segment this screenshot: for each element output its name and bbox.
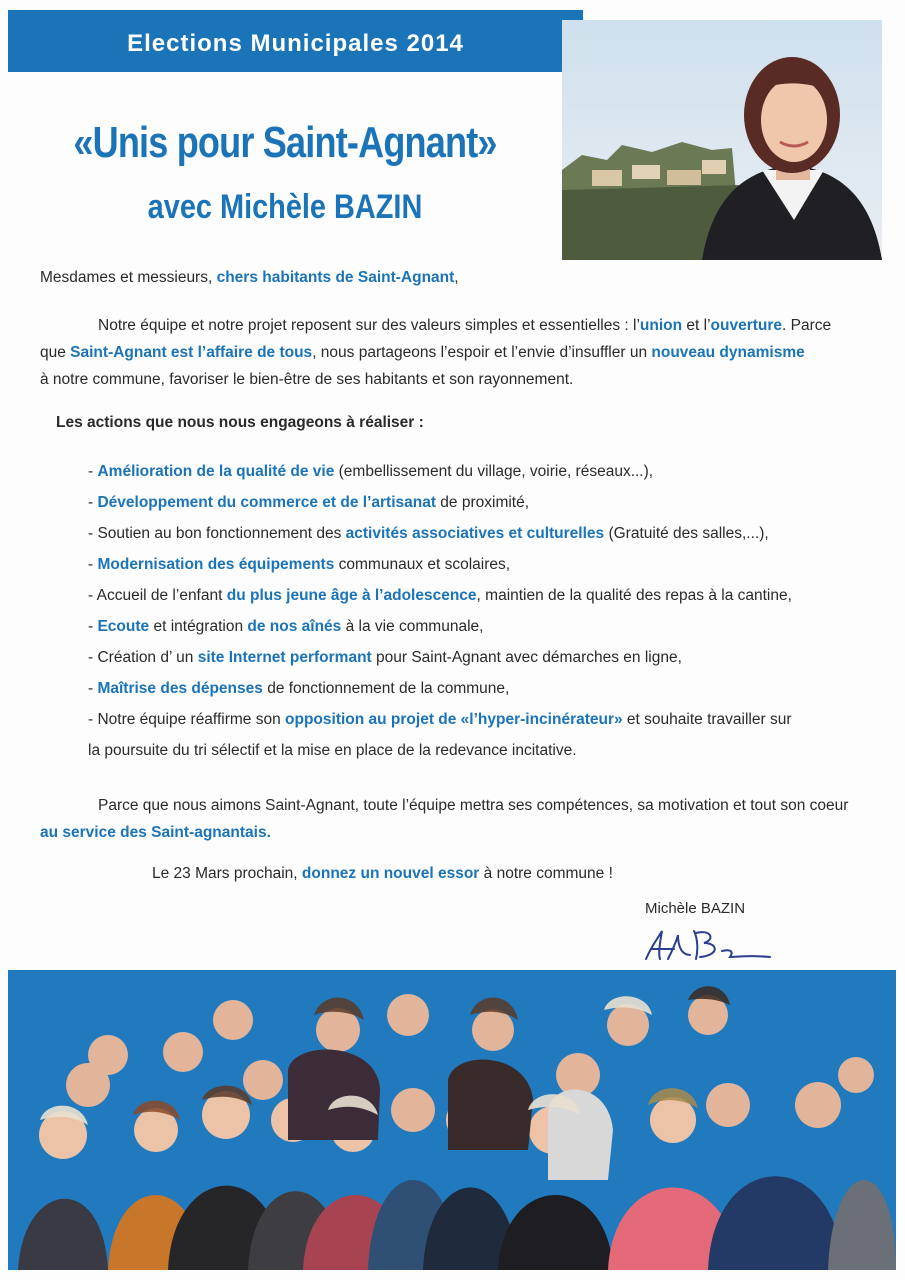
- list-item: - Maîtrise des dépenses de fonctionnement de la commune,: [88, 680, 510, 697]
- list-item: - Ecoute et intégration de nos aînés à la vie communale,: [88, 618, 484, 635]
- greeting-text: Mesdames et messieurs,: [40, 269, 217, 286]
- greeting: [40, 268, 459, 288]
- greeting-punct: ,: [454, 269, 459, 286]
- paragraph-1-line-1: Notre équipe et notre projet reposent sur des valeurs simples et essentielles : l’union et l’ouverture. Parce: [98, 317, 832, 334]
- page-subtitle: avec Michèle BAZIN: [147, 188, 423, 226]
- header-banner: [8, 10, 583, 72]
- paragraph-1-line-3: à notre commune, favoriser le bien-être de ses habitants et son rayonnement.: [40, 371, 574, 388]
- page-title: «Unis pour Saint-Agnant»: [73, 118, 497, 167]
- closing-line: Le 23 Mars prochain, donnez un nouvel essor à notre commune !: [152, 865, 613, 882]
- list-item: - Modernisation des équipements communaux et scolaires,: [88, 556, 511, 573]
- paragraph-2-line-2: au service des Saint-agnantais.: [40, 824, 271, 841]
- list-item: - Amélioration de la qualité de vie (embellissement du village, voirie, réseaux...),: [88, 463, 654, 480]
- team-photo: [8, 970, 896, 1270]
- list-item: - Création d’ un site Internet performant pour Saint-Agnant avec démarches en ligne,: [88, 649, 682, 666]
- signature-name: Michèle BAZIN: [645, 900, 746, 917]
- actions-heading: Les actions que nous nous engageons à réaliser :: [56, 414, 424, 431]
- list-item: - Notre équipe réaffirme son opposition au projet de «l’hyper-incinérateur» et souhaite travailler sur: [88, 711, 792, 728]
- list-item: - Soutien au bon fonctionnement des activités associatives et culturelles (Gratuité des salles,...),: [88, 525, 769, 542]
- candidate-photo: [562, 20, 882, 260]
- signature: [638, 925, 778, 970]
- list-item: - Accueil de l’enfant du plus jeune âge à l’adolescence, maintien de la qualité des repas à la cantine,: [88, 587, 792, 604]
- actions-list: [88, 462, 848, 772]
- list-item-continued: la poursuite du tri sélectif et la mise en place de la redevance incitative.: [88, 742, 577, 759]
- greeting-highlight: chers habitants de Saint-Agnant: [216, 269, 455, 286]
- banner-title: Elections Municipales 2014: [127, 30, 464, 57]
- paragraph-2-line-1: Parce que nous aimons Saint-Agnant, toute l’équipe mettra ses compétences, sa motivation et tout son coeur: [98, 797, 849, 814]
- paragraph-1-line-2: que Saint-Agnant est l’affaire de tous, nous partageons l’espoir et l’envie d’insuffler un nouveau dynamisme: [40, 344, 805, 361]
- list-item: - Développement du commerce et de l’artisanat de proximité,: [88, 494, 530, 511]
